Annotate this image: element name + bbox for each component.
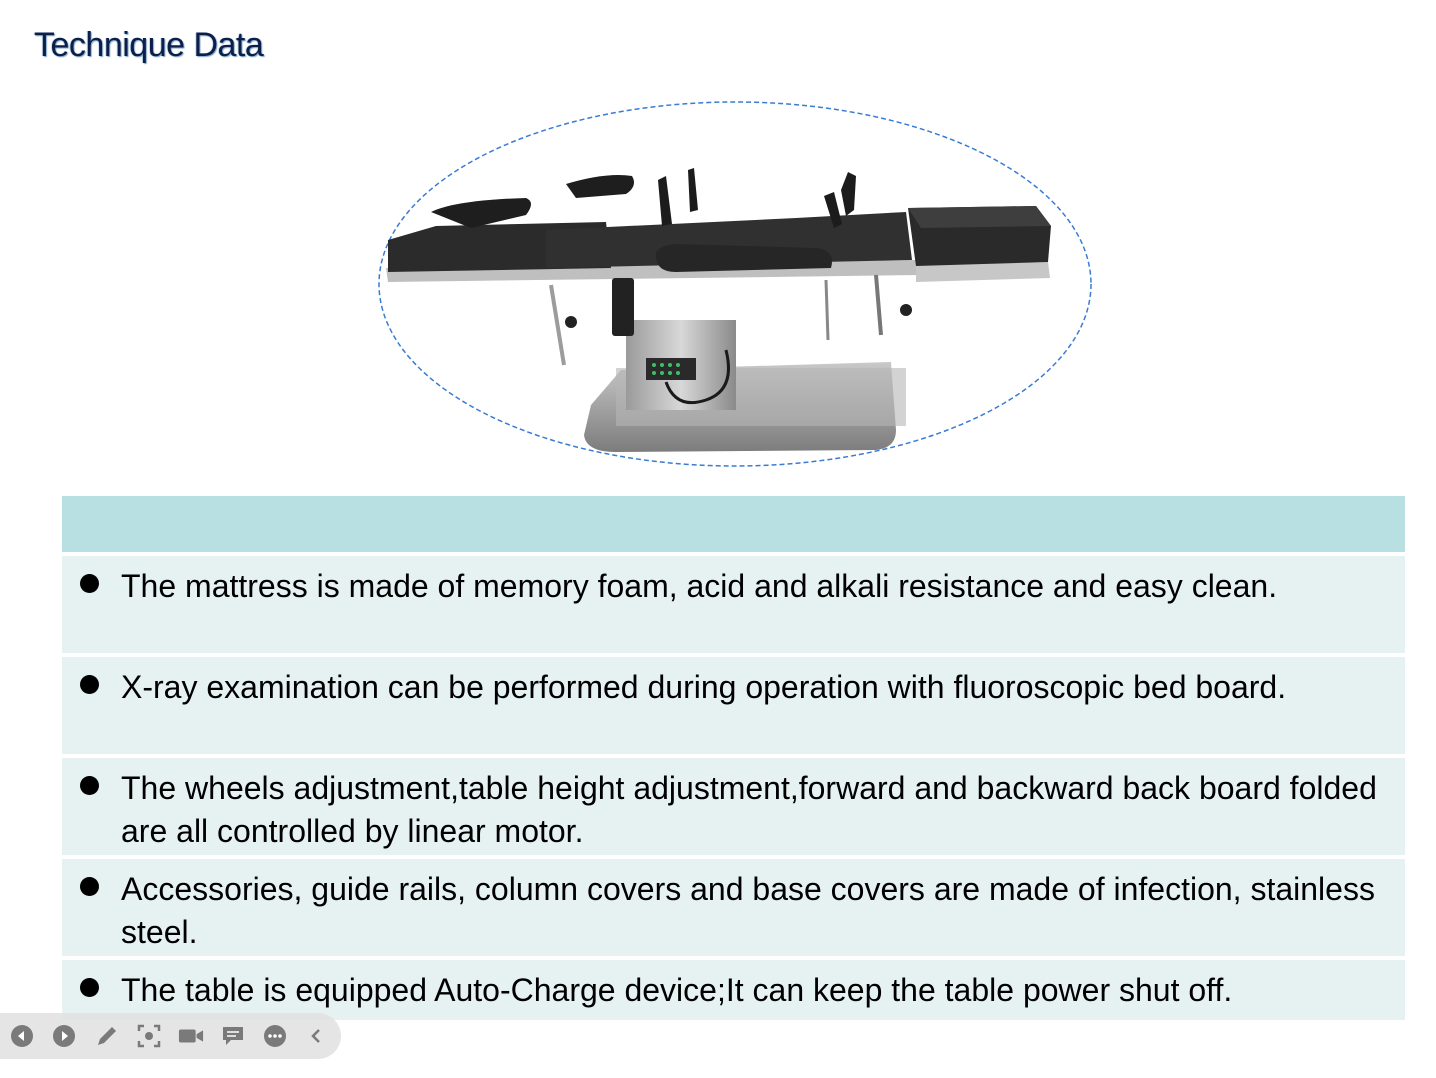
table-row <box>62 859 1405 956</box>
screenshot-icon[interactable] <box>136 1024 162 1048</box>
table-row <box>62 758 1405 855</box>
bullet-icon <box>80 776 99 795</box>
feature-text: The wheels adjustment,table height adjustment,forward and backward back board folded are all controlled by linear motor. <box>121 770 1377 849</box>
feature-list <box>62 556 1405 1020</box>
feature-text: The mattress is made of memory foam, acid and alkali resistance and easy clean. <box>121 568 1278 604</box>
bullet-icon <box>80 978 99 997</box>
product-image <box>376 100 1096 470</box>
more-icon[interactable] <box>262 1024 288 1048</box>
camera-icon[interactable] <box>178 1024 204 1048</box>
previous-icon[interactable] <box>9 1024 35 1048</box>
next-icon[interactable] <box>51 1024 77 1048</box>
feature-text: The table is equipped Auto-Charge device;It can keep the table power shut off. <box>121 972 1233 1008</box>
table-row <box>62 960 1405 1020</box>
presentation-toolbar <box>0 1013 341 1059</box>
table-header <box>62 496 1405 552</box>
page-title: Technique Data <box>34 26 264 64</box>
feature-text: X-ray examination can be performed during operation with fluoroscopic bed board. <box>121 669 1287 705</box>
feature-text: Accessories, guide rails, column covers and base covers are made of infection, stainless steel. <box>121 871 1375 950</box>
table-row <box>62 556 1405 653</box>
bullet-icon <box>80 675 99 694</box>
table-row <box>62 657 1405 754</box>
comment-icon[interactable] <box>220 1024 246 1048</box>
pen-icon[interactable] <box>94 1024 120 1048</box>
collapse-icon[interactable] <box>303 1024 329 1048</box>
bullet-icon <box>80 574 99 593</box>
bullet-icon <box>80 877 99 896</box>
